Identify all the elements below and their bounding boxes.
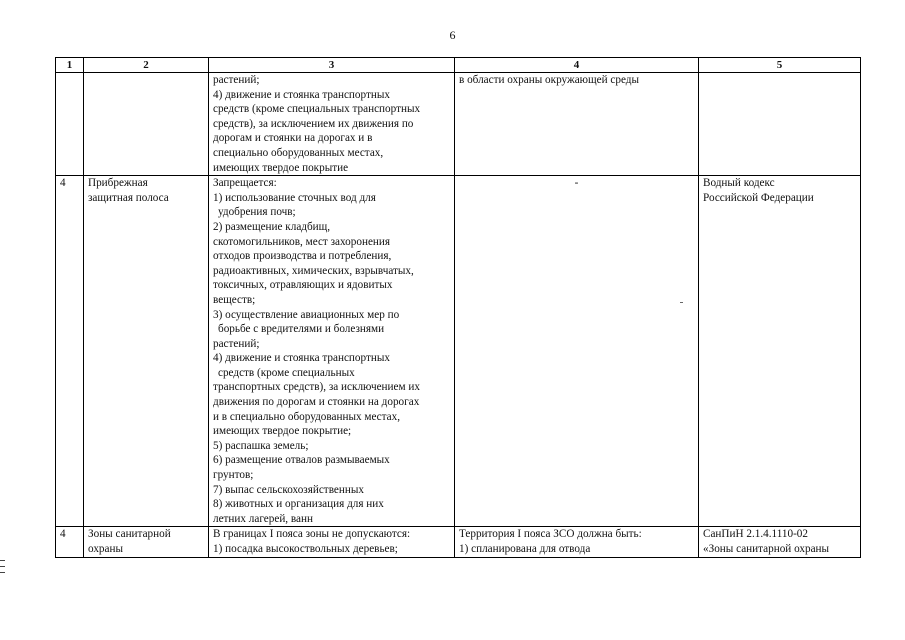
text-line: грунтов;: [213, 469, 254, 482]
text-line: борьбе с вредителями и болезнями: [218, 323, 385, 336]
margin-tick: [0, 560, 5, 561]
zone-name: [84, 527, 209, 557]
row-number: 4: [56, 527, 84, 557]
cell-restrictions: [209, 176, 455, 527]
row-number: 4: [56, 176, 84, 527]
text-line: «Зоны санитарной охраны: [703, 543, 830, 555]
table-row-continuation: [56, 73, 861, 176]
text-line: В границах I пояса зоны не допускаются:: [213, 528, 411, 541]
text-line: Российской Федерации: [703, 191, 814, 204]
text-line: 1) использование сточных вод для: [213, 191, 376, 204]
cell-legal-basis: [699, 527, 861, 557]
text-line: 5) распашка земель;: [213, 439, 309, 452]
cell-empty: [56, 73, 84, 176]
text-line: 4) движение и стоянка транспортных: [213, 88, 390, 101]
text-line: Запрещается:: [213, 177, 277, 190]
cell-requirements: -: [455, 176, 699, 527]
table-row-sanitary-zone: [56, 527, 861, 557]
text-line: охраны: [88, 543, 123, 555]
text-line: радиоактивных, химических, взрывчатых,: [213, 264, 414, 277]
text-line: СанПиН 2.1.4.1110-02: [703, 528, 808, 541]
table-row-buffer-strip: [56, 176, 861, 527]
text-line: 6) размещение отвалов размываемых: [213, 454, 390, 467]
text-line: 2) размещение кладбищ,: [213, 220, 331, 233]
scan-speck: [680, 302, 683, 303]
header-col-4: 4: [455, 58, 699, 73]
text-line: средств), за исключением их движения по: [213, 117, 414, 130]
cell-restrictions: [209, 527, 455, 557]
text-line: 7) выпас сельскохозяйственных: [213, 483, 364, 496]
text-line: 1) спланирована для отвода: [459, 543, 591, 555]
cell-requirements: [455, 73, 699, 176]
text-line: средств (кроме специальных: [218, 366, 355, 379]
header-col-3: 3: [209, 58, 455, 73]
text-line: Прибрежная: [88, 177, 148, 190]
text-line: Зоны санитарной: [88, 528, 171, 541]
text-line: Территория I пояса ЗСО должна быть:: [459, 528, 642, 541]
text-line: имеющих твердое покрытие;: [213, 425, 352, 438]
text-line: отходов производства и потребления,: [213, 250, 392, 263]
text-line: защитная полоса: [88, 191, 169, 204]
text-line: в области охраны окружающей среды: [459, 74, 639, 86]
text-line: растений;: [213, 74, 260, 86]
margin-marks: [0, 560, 6, 578]
text-line: Водный кодекс: [703, 177, 775, 190]
text-line: и в специально оборудованных местах,: [213, 410, 401, 423]
header-row: [56, 58, 861, 73]
text-line: токсичных, отравляющих и ядовитых: [213, 279, 393, 292]
cell-requirements: [455, 527, 699, 557]
text-line: специально оборудованных местах,: [213, 146, 384, 159]
cell-empty: [84, 73, 209, 176]
text-line: 8) животных и организация для них: [213, 498, 384, 511]
page-number: 6: [449, 28, 456, 42]
text-line: веществ;: [213, 293, 256, 306]
header-col-2: 2: [84, 58, 209, 73]
cell-empty: [699, 73, 861, 176]
margin-tick: [0, 572, 5, 573]
regulations-table: [55, 57, 861, 558]
cell-legal-basis: [699, 176, 861, 527]
text-line: удобрения почв;: [218, 206, 296, 219]
text-line: движения по дорогам и стоянки на дорогах: [213, 396, 420, 409]
text-line: 1) посадка высокоствольных деревьев;: [213, 543, 398, 555]
text-line: имеющих твердое покрытие: [213, 161, 349, 174]
cell-restrictions: [209, 73, 455, 176]
header-col-5: 5: [699, 58, 861, 73]
text-line: растений;: [213, 337, 260, 350]
text-line: транспортных средств), за исключением их: [213, 381, 420, 394]
text-line: дорогам и стоянки на дорогах и в: [213, 132, 373, 145]
text-line: 4) движение и стоянка транспортных: [213, 352, 390, 365]
header-col-1: 1: [56, 58, 84, 73]
text-line: скотомогильников, мест захоронения: [213, 235, 391, 248]
margin-tick: [0, 566, 5, 567]
text-line: 3) осуществление авиационных мер по: [213, 308, 400, 321]
zone-name: [84, 176, 209, 527]
text-line: летних лагерей, ванн: [213, 512, 313, 525]
text-line: средств (кроме специальных транспортных: [213, 103, 421, 116]
